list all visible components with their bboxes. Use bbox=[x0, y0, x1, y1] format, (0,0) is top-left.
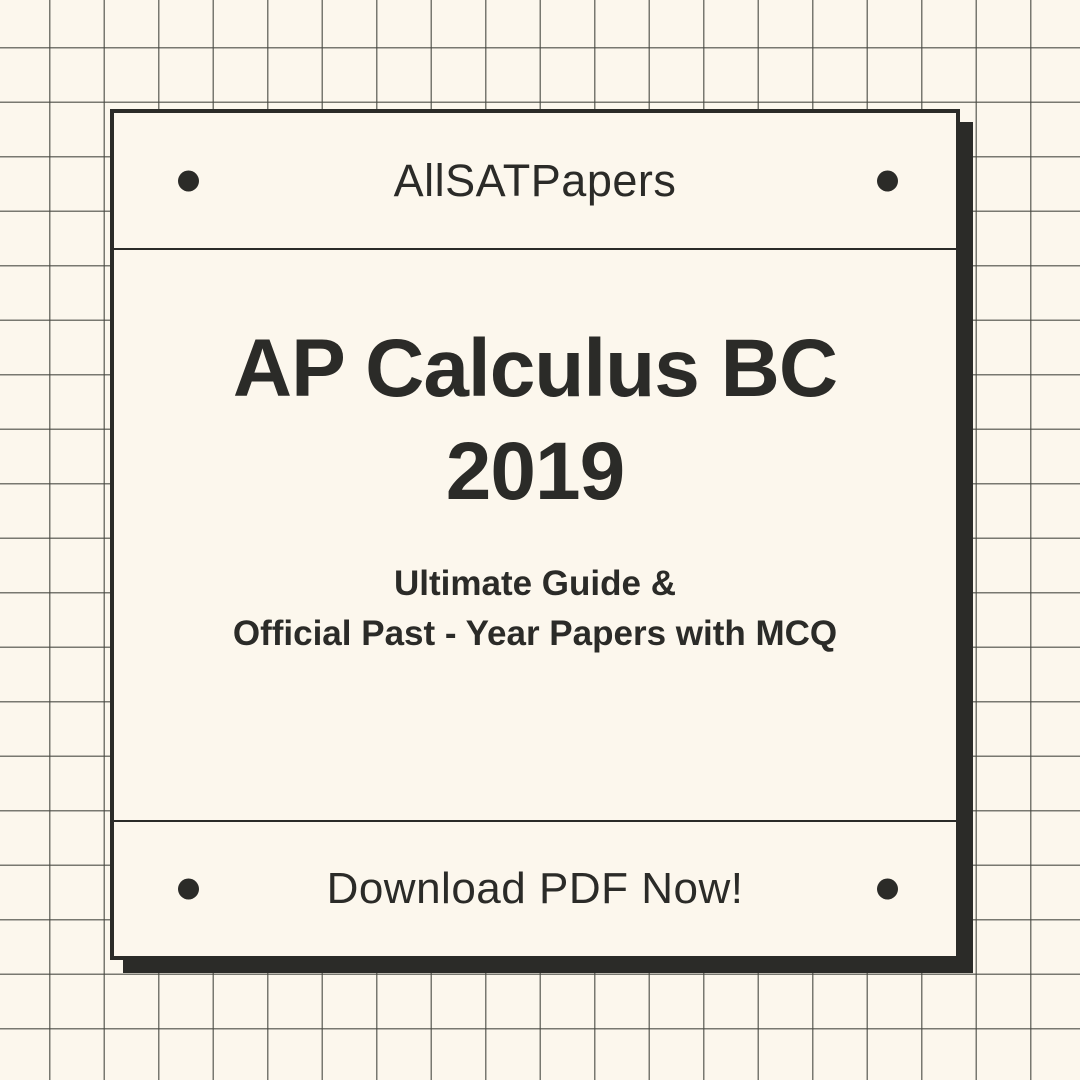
footer-band bbox=[114, 820, 956, 956]
subtitle-line2: Official Past - Year Papers with MCQ bbox=[232, 613, 838, 653]
bullet-dot-icon bbox=[178, 170, 199, 191]
subtitle-line1: Ultimate Guide & bbox=[394, 564, 676, 603]
brand-title: AllSATPapers bbox=[393, 154, 677, 206]
main-title-line2: 2019 bbox=[445, 425, 625, 517]
bullet-dot-icon bbox=[877, 170, 898, 191]
bullet-dot-icon bbox=[877, 879, 898, 900]
poster-body bbox=[114, 250, 956, 820]
subtitle bbox=[233, 559, 837, 658]
poster-card bbox=[110, 109, 960, 960]
header-band bbox=[114, 113, 956, 250]
main-title-line1: AP Calculus BC bbox=[232, 323, 838, 414]
bullet-dot-icon bbox=[178, 879, 199, 900]
main-title bbox=[233, 318, 837, 523]
download-pdf-cta[interactable]: Download PDF Now! bbox=[326, 864, 744, 913]
